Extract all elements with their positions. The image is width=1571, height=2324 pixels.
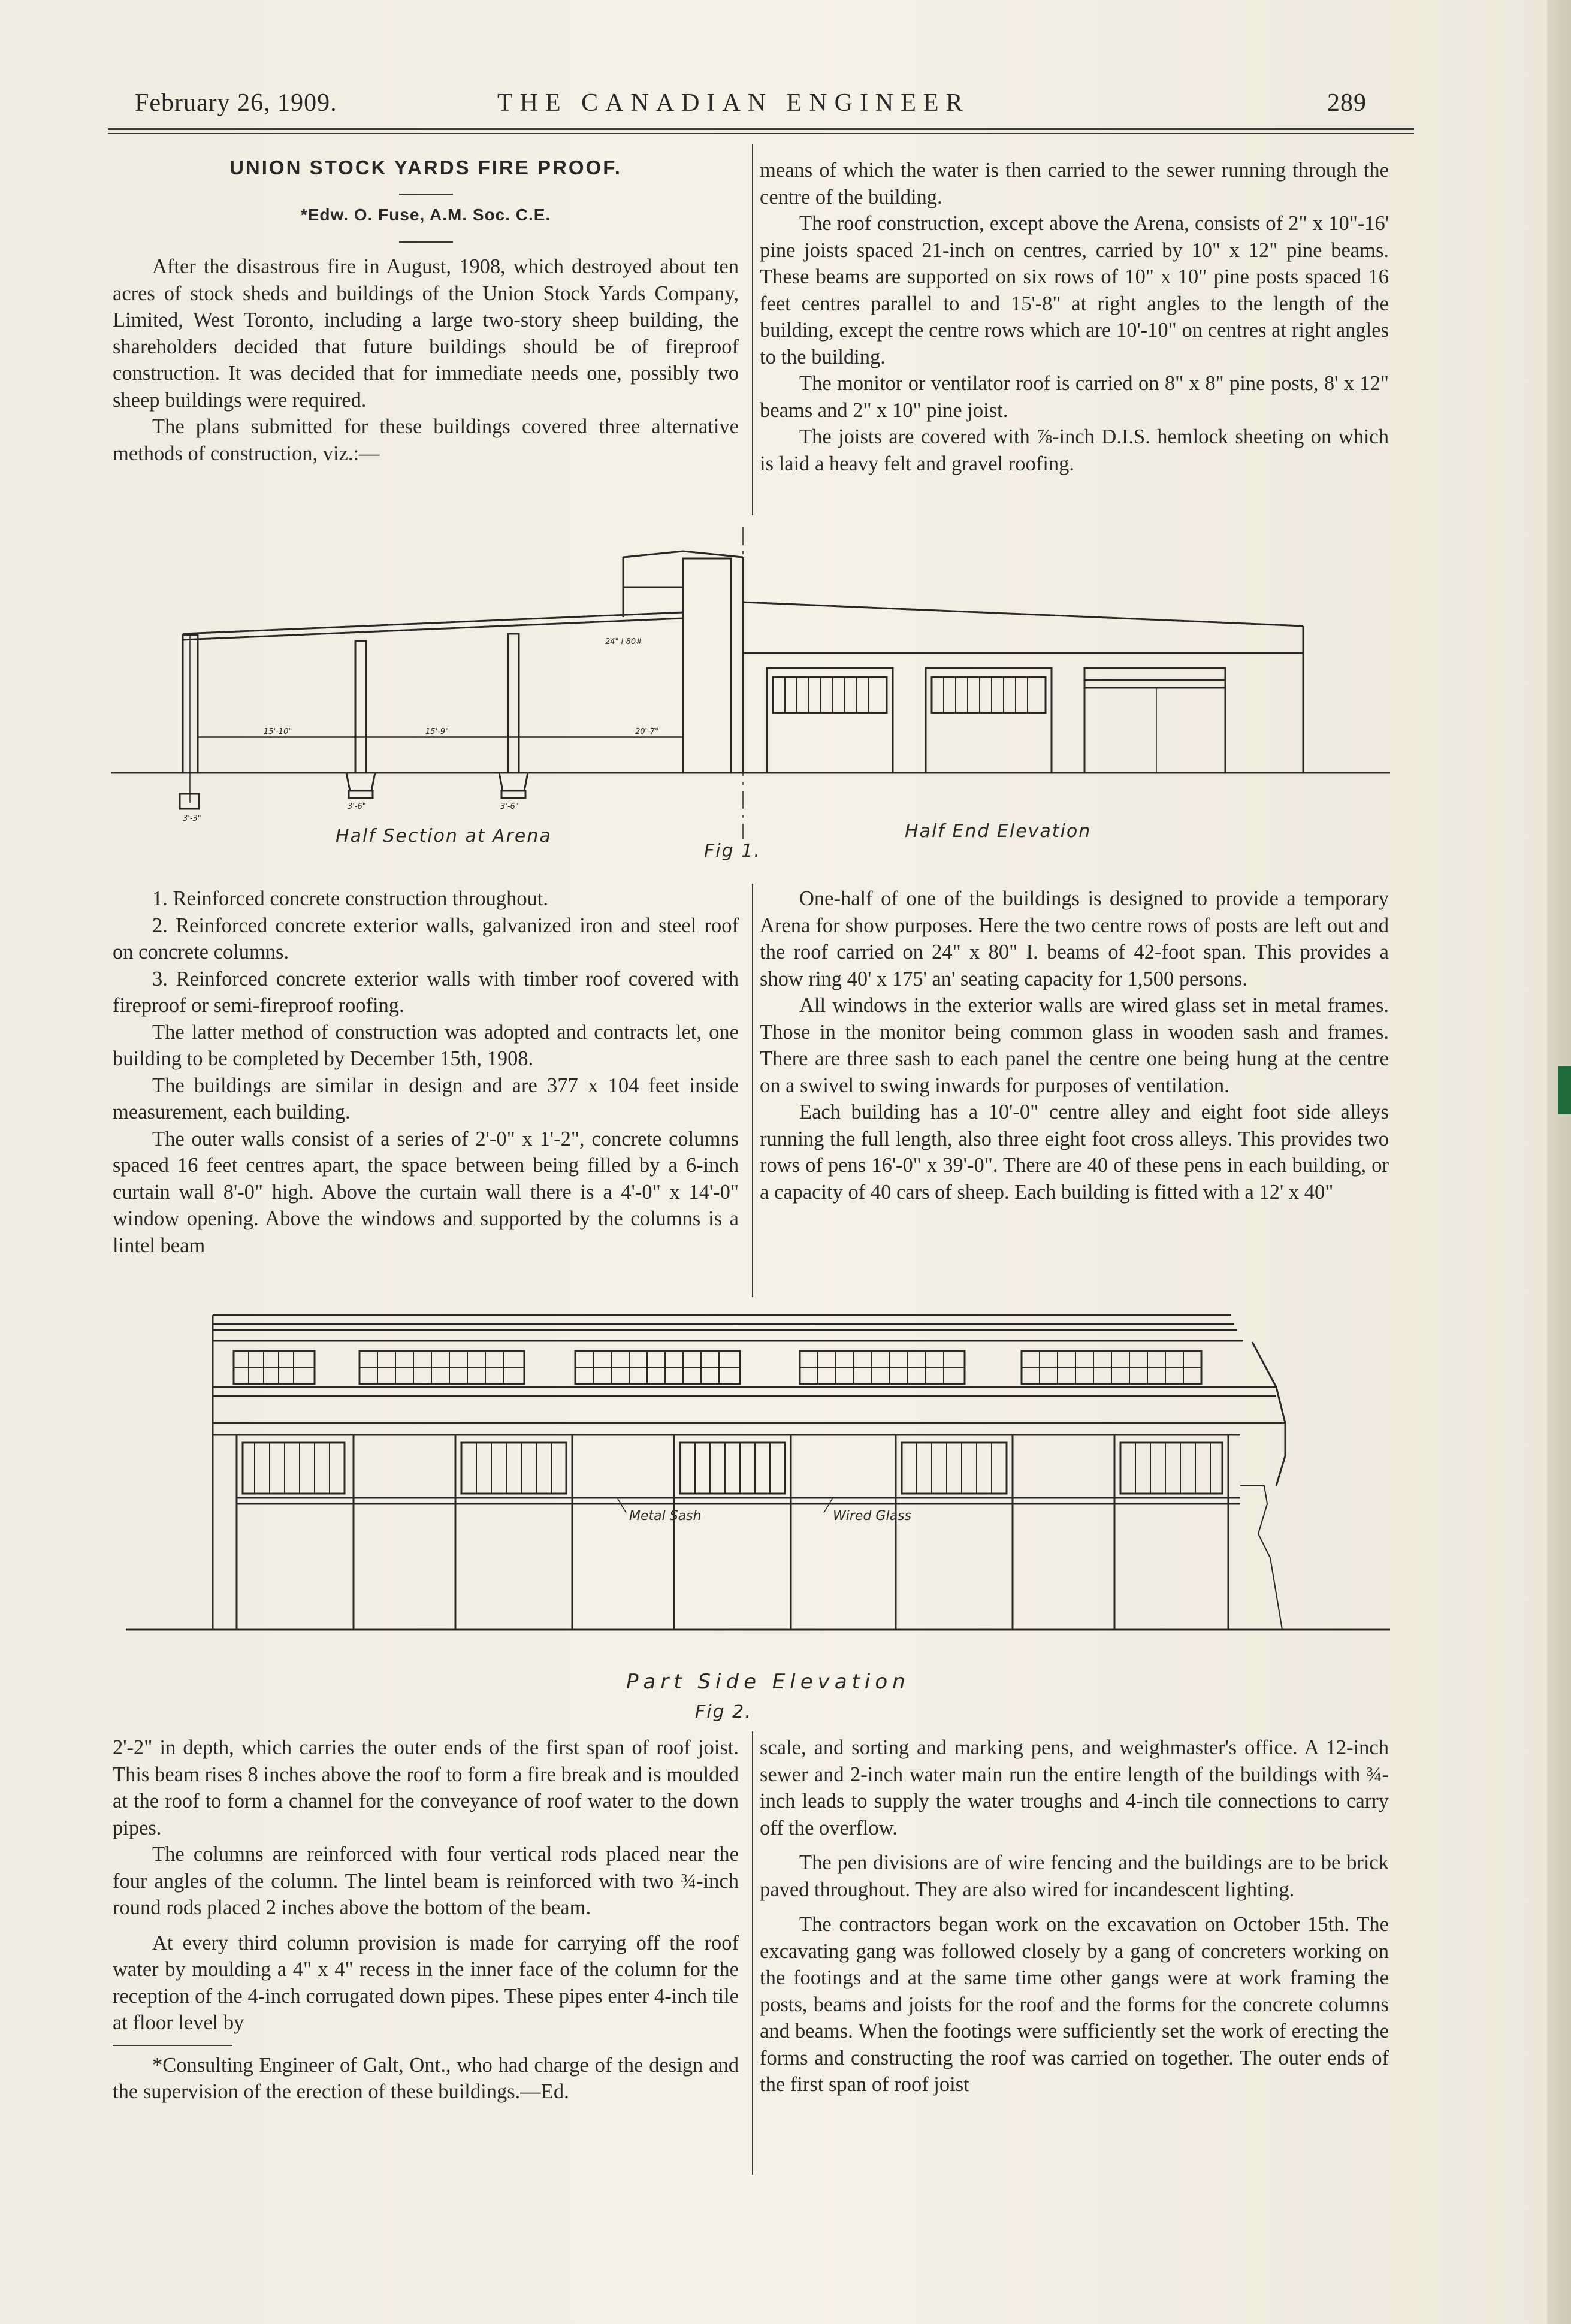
figure-2-caption: Part Side Elevation (626, 1670, 910, 1694)
paragraph: The contractors began work on the excavation on October 15th. The excavating gang was followed closely by a gang of concreters working on the footings and at the same time other gangs were at work framing the posts, beams and joists for the roof and the forms for the concrete columns and beams. When the footings were sufficiently set the work of erecting the forms and constructing the roof was carried on together. The outer ends of the first span of roof joist (760, 1913, 1389, 2096)
figure-1-drawing (108, 527, 1396, 875)
dimension-label: 3'-3" (183, 814, 201, 823)
header-page-number: 289 (1327, 89, 1367, 117)
column-left-middle (113, 886, 739, 1259)
end-opening (767, 668, 893, 773)
paragraph: The outer walls consist of a series of 2'-0" x 1'-2", concrete columns spaced 16 feet centres apart, the space between being filled by a 6-inch curtain wall 8'-0" high. Above the curtain wall there is a 4'-0" x 14'-0" window opening. Above the windows and supported by the columns is a lintel beam (113, 1127, 739, 1257)
end-opening (926, 668, 1052, 773)
paragraph: At every third column provision is made for carrying off the roof water by moulding a 4" x 4" recess in the inner face of the column for the reception of the 4-inch corrugated down pipes. These pipes enter 4-inch tile at floor level by (113, 1931, 739, 2034)
paragraph: The pen divisions are of wire fencing and the buildings are to be brick paved throughout. They are also wired for incandescent lighting. (760, 1851, 1389, 1901)
figure-1-left-caption: Half Section at Arena (336, 826, 552, 847)
post-footing (499, 773, 528, 791)
monitor (683, 558, 731, 773)
figure-2-drawing (126, 1306, 1402, 1642)
paragraph: One-half of one of the buildings is designed to provide a temporary Arena for show purposes. Here the two centre rows of posts are left out and the roof carried on 24" x 80" I. beams of 42-foot span. This provides a show ring 40' x 175' an' seating capacity for 1,500 persons. (760, 887, 1389, 990)
paragraph: 2'-2" in depth, which carries the outer ends of the first span of roof joist. This beam rises 8 inches above the roof to form a fire break and is moulded at the roof to form a channel for the conveyance of roof water to the down pipes. (113, 1736, 739, 1839)
dimension-label: 15'-10" (264, 727, 292, 736)
title-divider (399, 194, 453, 195)
list-item: 1. Reinforced concrete construction throughout. (152, 887, 549, 910)
figure-2-label: Metal Sash (629, 1509, 702, 1524)
paragraph: After the disastrous fire in August, 1908, which destroyed about ten acres of stock sheds and buildings of the Union Stock Yards Company, Limited, West Toronto, including a large two-story sheep building, the shareholders decided that future buildings should be of fireproof construction. It was decided that for immediate needs one, possibly two sheep buildings were required. (113, 255, 739, 412)
dimension-label: 20'-7" (635, 727, 659, 736)
window (773, 677, 887, 713)
paragraph: The roof construction, except above the Arena, consists of 2" x 10"-16' pine joists spaced 21-inch on centres, carried by 10" x 12" pine beams. These beams are supported on six rows of 10" x 10" pine posts spaced 16 feet centres parallel to and 15'-8" at right angles to the length of the building, except the centre rows which are 10'-10" on centres at right angles to the building. (760, 212, 1389, 368)
lower-window (680, 1443, 785, 1494)
column-right-top (760, 157, 1389, 477)
footnote: *Consulting Engineer of Galt, Ont., who had charge of the design and the supervision of the erection of these buildings.—Ed. (113, 2053, 739, 2103)
list-item: 3. Reinforced concrete exterior walls with timber roof covered with fireproof or semi-fireproof roofing. (113, 967, 739, 1017)
paragraph: means of which the water is then carried to the sewer running through the centre of the building. (760, 159, 1389, 208)
paragraph: The plans submitted for these buildings covered three alternative methods of construction, viz.:— (113, 415, 739, 465)
paragraph: The buildings are similar in design and are 377 x 104 feet inside measurement, each building. (113, 1074, 739, 1123)
column-left-bottom (113, 1734, 739, 2105)
paragraph: The columns are reinforced with four vertical rods placed near the four angles of the column. The lintel beam is reinforced with two ¾-inch round rods placed 2 inches above the bottom of the beam. (113, 1843, 739, 1919)
bookmark-tab (1558, 1066, 1571, 1114)
end-roof (743, 602, 1303, 626)
column-left-top (113, 155, 739, 467)
column-divider-top (752, 144, 753, 515)
dimension-label: 3'-6" (500, 802, 519, 811)
paragraph: The joists are covered with ⅞-inch D.I.S. hemlock sheeting on which is laid a heavy felt and gravel roofing. (760, 425, 1389, 475)
paragraph: The latter method of construction was adopted and contracts let, one building to be completed by December 15th, 1908. (113, 1020, 739, 1070)
figure-2-label: Wired Glass (833, 1509, 911, 1524)
lower-window (902, 1443, 1007, 1494)
article-title: UNION STOCK YARDS FIRE PROOF. (229, 156, 622, 179)
footnote-rule (113, 2045, 232, 2046)
figure-1-right-caption: Half End Elevation (905, 821, 1092, 842)
end-opening (1084, 668, 1225, 773)
column-divider-bottom (752, 1731, 753, 2175)
post (355, 641, 366, 773)
header-rule-thin (108, 133, 1414, 134)
header-rule (108, 128, 1414, 130)
figure-2-label-number: Fig 2. (695, 1702, 752, 1722)
paragraph: All windows in the exterior walls are wired glass set in metal frames. Those in the monitor being common glass in wooden sash and frames. There are three sash to each panel the centre one being hung at the centre on a swivel to swing inwards for purposes of ventilation. (760, 994, 1389, 1097)
paragraph: scale, and sorting and marking pens, and weighmaster's office. A 12-inch sewer and 2-inch water main run the entire length of the buildings with ¾-inch leads to supply the water troughs and 4-inch tile connections to carry off the overflow. (760, 1736, 1389, 1839)
list-item: 2. Reinforced concrete exterior walls, galvanized iron and steel roof on concrete columns. (113, 914, 739, 963)
post (508, 634, 519, 773)
column-right-bottom (760, 1734, 1389, 2098)
dimension-label: 24" I 80# (605, 637, 643, 646)
dimension-label: 3'-6" (348, 802, 366, 811)
byline-divider (399, 241, 453, 243)
page-spine (1547, 0, 1571, 2324)
lower-window (461, 1443, 566, 1494)
header-journal-title: THE CANADIAN ENGINEER (497, 89, 970, 117)
window (932, 677, 1046, 713)
dimension-label: 15'-9" (425, 727, 449, 736)
paragraph: Each building has a 10'-0" centre alley and eight foot side alleys running the full length, also three eight foot cross alleys. This provides two rows of pens 16'-0" x 39'-0". There are 40 of these pens in each building, or a capacity of 40 cars of sheep. Each building is fitted with a 12' x 40" (760, 1101, 1389, 1204)
article-byline: *Edw. O. Fuse, A.M. Soc. C.E. (300, 205, 551, 224)
footing (180, 794, 199, 809)
column-divider-mid (752, 884, 753, 1297)
column-right-middle (760, 886, 1389, 1205)
figure-1-label: Fig 1. (704, 841, 761, 862)
header-date: February 26, 1909. (135, 89, 337, 117)
post-footing (346, 773, 375, 791)
roof-line (183, 612, 683, 634)
paragraph: The monitor or ventilator roof is carried on 8" x 8" pine posts, 8' x 12" beams and 2" x 10" pine joist. (760, 372, 1389, 422)
